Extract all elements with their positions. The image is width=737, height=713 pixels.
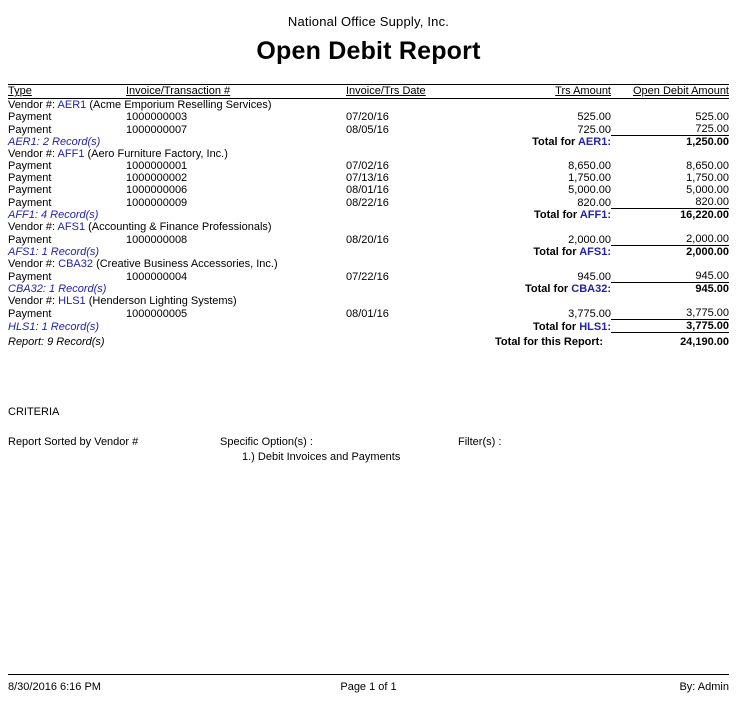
cell-invoice: 1000000003 <box>126 111 188 123</box>
footer-divider <box>8 674 729 675</box>
vendor-prefix-label: Vendor #: <box>8 148 56 160</box>
vendor-record-count: CBA32: 1 Record(s) <box>8 283 107 295</box>
cell-type: Payment <box>8 233 52 246</box>
vendor-subtotal-row <box>8 136 729 149</box>
vendor-total-value: 16,220.00 <box>611 209 729 222</box>
report-total-row <box>8 333 729 349</box>
column-header-date <box>346 85 486 97</box>
cell-open-debit: 820.00 <box>695 196 729 208</box>
vendor-record-count: AER1: 2 Record(s) <box>8 136 101 148</box>
report-total-value: 24,190.00 <box>611 333 729 349</box>
vendor-code: AFF1 <box>57 148 85 160</box>
vendor-total-code: AER1: <box>577 136 611 148</box>
vendor-group-header-cell <box>8 258 729 270</box>
vendor-code: AER1 <box>57 99 87 111</box>
vendor-total-prefix: Total for <box>532 320 577 333</box>
vendor-group-header <box>8 295 729 307</box>
vendor-name: (Accounting & Finance Professionals) <box>88 221 272 233</box>
cell-date: 08/22/16 <box>346 196 389 209</box>
vendor-total-prefix: Total for <box>533 209 578 221</box>
cell-invoice: 1000000002 <box>126 172 188 184</box>
vendor-total-label <box>346 136 611 149</box>
vendor-code: AFS1 <box>57 221 86 233</box>
cell-invoice: 1000000009 <box>126 196 188 209</box>
vendor-total-prefix: Total for <box>533 246 577 258</box>
vendor-total-value: 3,775.00 <box>611 320 729 333</box>
column-header-type <box>8 85 126 97</box>
vendor-record-count: AFF1: 4 Record(s) <box>8 209 99 221</box>
cell-open-debit: 2,000.00 <box>686 233 729 245</box>
table-row <box>8 196 729 209</box>
footer-user: By: Admin <box>679 681 729 693</box>
vendor-group-header <box>8 221 729 233</box>
cell-invoice: 1000000001 <box>126 160 188 172</box>
vendor-subtotal-row <box>8 209 729 222</box>
table-header-row <box>8 85 729 97</box>
criteria-filters-label: Filter(s) : <box>458 436 502 448</box>
vendor-total-label <box>346 209 611 222</box>
company-name: National Office Supply, Inc. <box>287 14 450 29</box>
vendor-subtotal-row <box>8 283 729 296</box>
vendor-subtotal-row <box>8 246 729 259</box>
cell-open-debit: 3,775.00 <box>686 307 729 319</box>
column-header-date-label: Invoice/Trs Date <box>346 85 426 97</box>
vendor-name: (Acme Emporium Reselling Services) <box>89 99 272 111</box>
column-header-invoice-label: Invoice/Transaction # <box>126 85 231 97</box>
cell-open-debit: 945.00 <box>695 270 729 282</box>
criteria-specific-options <box>220 436 400 463</box>
criteria-sort: Report Sorted by Vendor # <box>8 436 139 448</box>
cell-type: Payment <box>8 123 52 136</box>
cell-date: 07/02/16 <box>346 160 389 172</box>
criteria-specific-option-1: 1.) Debit Invoices and Payments <box>242 451 401 463</box>
cell-date: 07/20/16 <box>346 111 389 123</box>
vendor-code: CBA32 <box>58 258 94 270</box>
cell-open-debit: 725.00 <box>695 123 729 135</box>
vendor-group-header <box>8 258 729 270</box>
vendor-prefix-label: Vendor #: <box>8 99 56 111</box>
cell-date: 08/01/16 <box>346 184 389 196</box>
cell-type: Payment <box>8 160 52 172</box>
vendor-total-code: HLS1: <box>579 320 611 333</box>
vendor-group-header-cell <box>8 99 729 112</box>
vendor-group-header <box>8 99 729 112</box>
column-header-open-debit-label: Open Debit Amount <box>632 85 729 97</box>
cell-invoice: 1000000008 <box>126 233 188 246</box>
cell-open-debit: 525.00 <box>695 111 729 123</box>
cell-trs-amount: 1,750.00 <box>568 172 611 184</box>
cell-date: 08/20/16 <box>346 233 389 246</box>
cell-trs-amount: 725.00 <box>577 123 611 136</box>
column-header-type-label: Type <box>8 85 32 97</box>
criteria-section <box>8 436 729 476</box>
cell-type: Payment <box>8 184 52 196</box>
vendor-record-count: HLS1: 1 Record(s) <box>8 320 100 333</box>
table-row <box>8 111 729 123</box>
page-title: Open Debit Report <box>256 37 481 65</box>
column-header-trs-amount-label: Trs Amount <box>555 85 611 97</box>
table-row <box>8 184 729 196</box>
cell-open-debit: 5,000.00 <box>686 184 729 196</box>
cell-invoice: 1000000005 <box>126 307 188 320</box>
cell-type: Payment <box>8 172 52 184</box>
page-footer <box>0 674 737 697</box>
cell-invoice: 1000000004 <box>126 270 188 283</box>
cell-trs-amount: 3,775.00 <box>568 307 611 320</box>
cell-open-debit: 1,750.00 <box>686 172 729 184</box>
cell-date: 07/13/16 <box>346 172 389 184</box>
vendor-total-value: 1,250.00 <box>611 136 729 149</box>
column-header-trs-amount <box>486 85 611 97</box>
vendor-total-value: 945.00 <box>611 283 729 296</box>
vendor-prefix-label: Vendor #: <box>8 295 56 307</box>
vendor-total-code: AFF1: <box>579 209 611 221</box>
vendor-name: (Creative Business Accessories, Inc.) <box>96 258 278 270</box>
cell-trs-amount: 945.00 <box>577 270 611 283</box>
column-header-open-debit <box>611 85 729 97</box>
cell-type: Payment <box>8 111 52 123</box>
vendor-subtotal-row <box>8 320 729 333</box>
vendor-total-label <box>346 246 611 259</box>
cell-invoice: 1000000006 <box>126 184 188 196</box>
report-record-count: Report: 9 Record(s) <box>8 336 105 348</box>
vendor-total-code: AFS1: <box>579 246 611 258</box>
cell-date: 08/05/16 <box>346 123 389 136</box>
footer-page-number: Page 1 of 1 <box>340 681 397 693</box>
vendor-name: (Henderson Lighting Systems) <box>88 295 237 307</box>
cell-type: Payment <box>8 196 52 209</box>
vendor-prefix-label: Vendor #: <box>8 258 56 270</box>
criteria-heading: CRITERIA <box>8 406 60 418</box>
report-total-label: Total for this Report: <box>495 336 603 348</box>
cell-trs-amount: 2,000.00 <box>568 233 611 246</box>
vendor-prefix-label: Vendor #: <box>8 221 56 233</box>
vendor-group-header <box>8 148 729 160</box>
cell-type: Payment <box>8 270 52 283</box>
table-row <box>8 160 729 172</box>
cell-open-debit: 8,650.00 <box>686 160 729 172</box>
vendor-total-prefix: Total for <box>532 136 576 148</box>
vendor-total-value: 2,000.00 <box>611 246 729 259</box>
cell-type: Payment <box>8 307 52 320</box>
column-header-invoice <box>126 85 346 97</box>
vendor-total-prefix: Total for <box>525 283 569 295</box>
report-table <box>8 85 729 348</box>
cell-date: 07/22/16 <box>346 270 389 283</box>
vendor-code: HLS1 <box>58 295 86 307</box>
footer-timestamp: 8/30/2016 6:16 PM <box>8 681 101 693</box>
cell-trs-amount: 8,650.00 <box>568 160 611 172</box>
table-row <box>8 270 729 283</box>
vendor-total-label <box>346 283 611 296</box>
table-row <box>8 233 729 246</box>
cell-invoice: 1000000007 <box>126 123 188 136</box>
vendor-total-label <box>346 320 611 333</box>
vendor-record-count: AFS1: 1 Record(s) <box>8 246 100 258</box>
cell-date: 08/01/16 <box>346 307 389 320</box>
table-row <box>8 172 729 184</box>
vendor-total-code: CBA32: <box>571 283 611 295</box>
vendor-name: (Aero Furniture Factory, Inc.) <box>87 148 228 160</box>
cell-trs-amount: 820.00 <box>577 196 611 209</box>
cell-trs-amount: 525.00 <box>577 111 611 123</box>
vendor-group-header-cell <box>8 221 729 233</box>
vendor-group-header-cell <box>8 148 729 160</box>
cell-trs-amount: 5,000.00 <box>568 184 611 196</box>
vendor-group-header-cell <box>8 295 729 307</box>
criteria-specific-options-label: Specific Option(s) : <box>220 436 313 448</box>
table-row <box>8 307 729 320</box>
table-row <box>8 123 729 136</box>
